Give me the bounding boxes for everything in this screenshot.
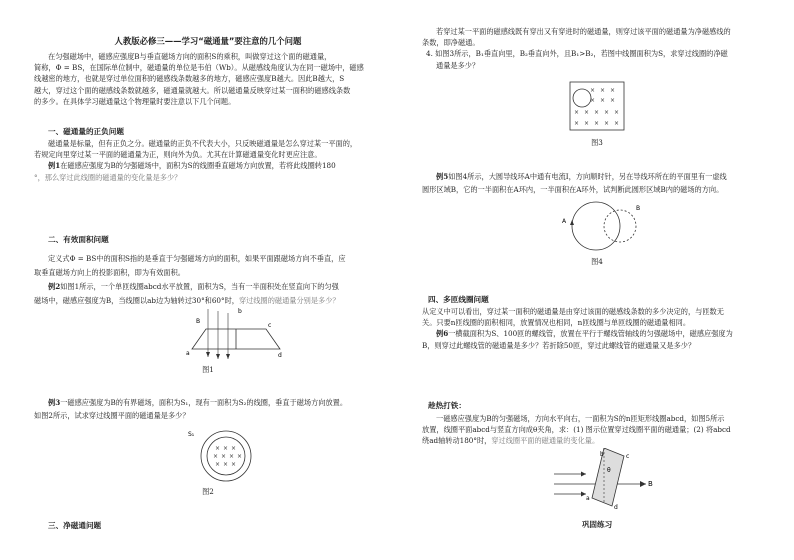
practice-line: 绕ad轴转动180°时， — [422, 436, 492, 446]
cross-mark: × — [590, 87, 596, 94]
text-line: 关。只要n匝线圈的面积相同，放置情况也相同，n匝线圈与单匝线圈的磁通量相同。 — [422, 318, 691, 328]
cross-mark: × — [614, 120, 620, 127]
example-6-text: 一横截面积为S、100匝的螺线管，放置在平行于螺线管轴线的匀强磁场中，磁感应强度为 — [448, 329, 733, 339]
intro-line: 在匀强磁场中，磁感应强度B与垂直磁场方向的面积S的乘积，叫做穿过这个面的磁通量， — [48, 52, 332, 61]
section-2-title: 二、有效面积问题 — [48, 235, 109, 244]
cross-mark: × — [231, 461, 237, 468]
section-2-text — [34, 252, 382, 308]
label-d: d — [278, 352, 282, 359]
example-2-text-2: 磁场中，磁感应强度为B，当线圈以ab边为轴转过30°和60°时， — [34, 296, 239, 305]
example-4-text-2: 通量是多少？ — [436, 60, 480, 70]
cross-mark: × — [600, 97, 606, 104]
label-B: B — [196, 318, 201, 325]
section-3-title: 三、净磁通问题 — [48, 521, 102, 530]
practice-line: 一磁感应强度为B的匀强磁场，方向水平向右，一面积为S的n匝矩形线圈abcd，如图5所示 — [436, 414, 725, 423]
section-1-text — [34, 138, 382, 183]
example-5 — [422, 170, 772, 196]
practice-text — [422, 413, 772, 447]
cross-mark: × — [231, 445, 237, 452]
cross-mark: × — [614, 109, 620, 116]
section-4-title: 四、多匝线圈问题 — [428, 295, 489, 304]
figure-1 — [172, 305, 292, 363]
cross-mark: × — [610, 87, 616, 94]
text-line: 若规定向里穿过某一平面的磁通量为正，则向外为负。尤其在计算磁通量变化时更应注意。 — [34, 150, 322, 160]
magnetic-field-crosses — [213, 445, 242, 468]
cross-mark: × — [590, 97, 596, 104]
cross-mark: × — [215, 445, 221, 452]
label-c: c — [268, 322, 272, 329]
text-line: 取垂直磁场方向上的投影面积，即为有效面积。 — [34, 268, 185, 277]
example-1-text: 在磁感应强度为B的匀强磁场中，面积为S的线圈垂直磁场方向放置，若将此线圈转180 — [60, 161, 336, 171]
intro-line: 简称，Φ = BS，在国际单位制中，磁通量的单位是韦伯（Wb）。从磁感线角度认为在同一磁场中，磁感 — [34, 63, 364, 73]
section-1-title: 一、磁通量的正负问题 — [48, 127, 124, 136]
cross-mark: × — [604, 120, 610, 127]
figure-3-caption: 图3 — [591, 138, 603, 147]
figure-4-caption: 图4 — [591, 257, 603, 266]
figure-5 — [550, 448, 654, 510]
section-4-text — [422, 306, 772, 351]
example-2-text: 如图1所示，一个单匝线圈abcd水平放置，面积为S，当有一半面积处在竖直向下的匀强 — [60, 282, 339, 291]
label-A: A — [562, 218, 567, 225]
example-3-text-2: 如图2所示，试求穿过线圈平面的磁通量是多少？ — [34, 411, 190, 420]
label-a: a — [186, 350, 190, 357]
intro-paragraph — [34, 51, 382, 107]
page-title: 人教版必修三——学习“磁通量”要注意的几个问题 — [114, 36, 302, 46]
net-flux-text — [422, 26, 772, 71]
label-a: a — [586, 495, 590, 502]
cross-mark: × — [574, 109, 580, 116]
cross-mark: × — [594, 120, 600, 127]
label-theta: θ — [607, 467, 611, 474]
cross-mark: × — [604, 109, 610, 116]
example-5-text: 如图4所示，大圆导线环A中通有电流I，方向顺时针，另在导线环所在的平面里有一虚线 — [448, 172, 727, 181]
consolidate-title: 巩固练习 — [581, 520, 613, 529]
example-2-tail: 穿过线圈的磁通量分别是多少？ — [238, 296, 340, 305]
cross-mark: × — [594, 109, 600, 116]
practice-tail: 穿过线圈平面的磁通量的变化量。 — [491, 436, 600, 446]
cross-mark: × — [584, 120, 590, 127]
intro-line: 越大，穿过这个面的磁感线条数就越多，磁通量就越大。所以磁通量反映穿过某一面积的磁感线条数 — [34, 85, 351, 95]
example-3 — [34, 396, 382, 422]
label-s1: S₁ — [188, 431, 195, 438]
text-line: 条数，即净磁通。 — [422, 38, 480, 48]
cross-mark: × — [213, 453, 219, 460]
figure-1-caption: 图1 — [202, 365, 214, 374]
practice-line: 放置，线圈平面abcd与竖直方向成θ夹角，求：(1) 图示位置穿过线圈平面的磁通量；(2) 将abcd — [422, 425, 731, 435]
cross-mark: × — [600, 87, 606, 94]
label-b: b — [600, 451, 604, 458]
text-line: 磁通量是标量，但有正负之分。磁通量的正负不代表大小，只反映磁通量是怎么穿过某一平面的， — [48, 139, 358, 148]
practice-title: 趁热打铁： — [428, 401, 466, 410]
example-5-label: 例5 — [436, 172, 449, 181]
intro-line: 的多少。在具体学习磁通量这个物理量时要注意以下几个问题。 — [34, 96, 236, 106]
cross-mark: × — [229, 453, 235, 460]
example-4-number: 4. — [426, 49, 433, 59]
cross-mark: × — [223, 461, 229, 468]
label-b: b — [238, 308, 242, 315]
example-5-text-2: 圆形区域B，它的一半面积在A环内，一半面积在A环外，试判断此圆形区域B内的磁场的方向。 — [422, 185, 724, 194]
label-c: c — [626, 453, 630, 460]
figure-2-caption: 图2 — [202, 487, 214, 496]
label-d: d — [614, 504, 618, 510]
label-B: B — [636, 205, 641, 212]
intro-line: 线越密的地方，也就是穿过单位面积的磁感线条数越多的地方，磁感应强度B越大。因此B越大，S — [34, 74, 345, 84]
cross-mark: × — [223, 445, 229, 452]
cross-mark: × — [221, 453, 227, 460]
example-4-text: 如图3所示，B₁垂直向里，B₂垂直向外，且B₁>B₂，若图中线圈面积为S，求穿过线圈的净磁 — [435, 49, 728, 59]
figure-2 — [184, 428, 274, 484]
example-3-text: 一磁感应强度为B的有界磁场，面积为S₁，现有一面积为S₂的线圈，垂直于磁场方向放置。 — [60, 398, 348, 407]
example-1-tail: °，那么穿过此线圈的磁通量的变化量是多少？ — [34, 172, 182, 182]
cross-mark: × — [237, 453, 243, 460]
text-line: 从定义中可以看出，穿过某一面积的磁通量是由穿过该面的磁感线条数的多少决定的，与匝数无 — [422, 307, 724, 316]
figure-3 — [568, 80, 626, 134]
cross-mark: × — [574, 120, 580, 127]
cross-mark: × — [215, 461, 221, 468]
example-6-label: 例6 — [436, 329, 449, 339]
example-3-label: 例3 — [48, 398, 61, 407]
cross-mark: × — [610, 97, 616, 104]
label-B: B — [648, 480, 653, 488]
example-1-label: 例1 — [48, 161, 61, 171]
figure-4 — [560, 198, 644, 254]
cross-mark: × — [584, 109, 590, 116]
example-6-text-2: B，则穿过此螺线管的磁通量是多少？若折除50匝，穿过此螺线管的磁通量又是多少？ — [422, 340, 696, 350]
text-line: 若穿过某一平面的磁感线既有穿出又有穿进时的磁通量，则穿过该平面的磁通量为净磁感线的 — [436, 27, 731, 36]
example-2-label: 例2 — [48, 282, 61, 291]
text-line: 定义式Φ = BS中的面积S指的是垂直于匀强磁场方向的面积，如果平面跟磁场方向不垂直，应 — [48, 254, 346, 263]
